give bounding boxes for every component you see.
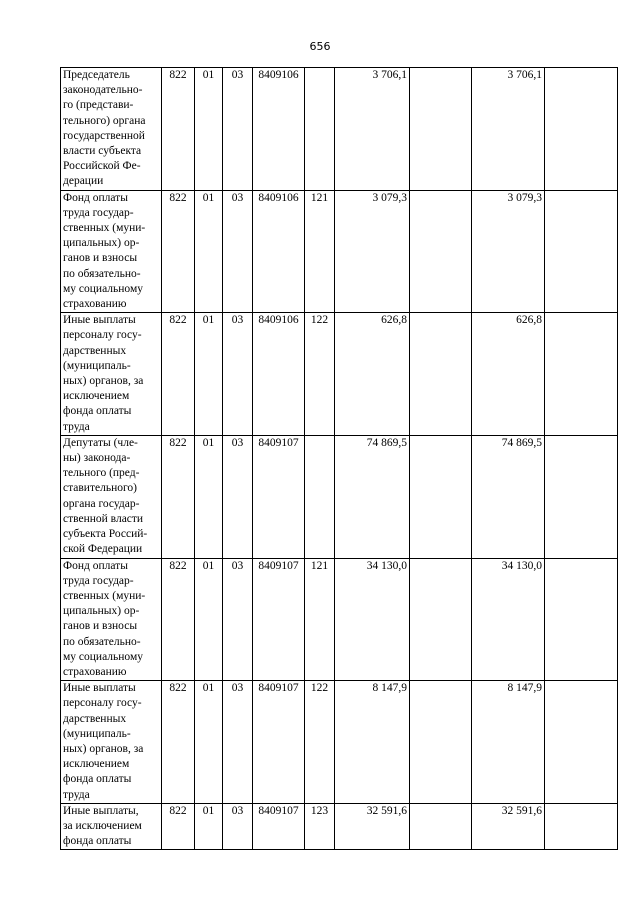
expense-name-line: законодательно- xyxy=(63,84,143,97)
expense-name-line: исключением xyxy=(63,390,130,403)
amount-cell: 74 869,5 xyxy=(472,435,545,558)
target-article-cell: 8409107 xyxy=(253,435,305,558)
expense-name-line: ганов и взносы xyxy=(63,252,138,265)
expense-name-line: Иные выплаты, xyxy=(63,804,139,817)
ministry-code-cell: 822 xyxy=(162,190,195,313)
expense-name-line: Иные выплаты xyxy=(63,682,136,695)
amount-cell xyxy=(410,803,472,850)
target-article-cell: 8409106 xyxy=(253,190,305,313)
expense-name-line: труда государ- xyxy=(63,206,134,219)
expense-name-line: труда xyxy=(63,420,90,433)
amount-cell xyxy=(545,681,618,804)
expense-name-line: дарственных xyxy=(63,712,127,725)
target-article-cell: 8409107 xyxy=(253,803,305,850)
amount-cell: 32 591,6 xyxy=(472,803,545,850)
table-row xyxy=(61,558,618,681)
subsection-code-cell: 03 xyxy=(223,435,253,558)
section-code-cell: 01 xyxy=(195,803,223,850)
ministry-code-cell: 822 xyxy=(162,435,195,558)
expense-name-cell xyxy=(61,313,162,436)
amount-cell xyxy=(410,435,472,558)
amount-cell xyxy=(545,313,618,436)
expense-name-line: ственных (муни- xyxy=(63,589,146,602)
subsection-code-cell: 03 xyxy=(223,803,253,850)
subsection-code-cell: 03 xyxy=(223,558,253,681)
expense-name-line: Иные выплаты xyxy=(63,314,136,327)
table-row xyxy=(61,803,618,850)
ministry-code-cell: 822 xyxy=(162,558,195,681)
ministry-code-cell: 822 xyxy=(162,313,195,436)
amount-cell: 74 869,5 xyxy=(335,435,410,558)
amount-cell xyxy=(410,558,472,681)
expense-type-cell: 121 xyxy=(305,558,335,681)
expense-name-line: Председатель xyxy=(63,69,130,81)
section-code-cell: 01 xyxy=(195,190,223,313)
amount-cell: 34 130,0 xyxy=(472,558,545,681)
expense-name-line: (муниципаль- xyxy=(63,727,131,740)
amount-cell: 3 079,3 xyxy=(335,190,410,313)
amount-cell: 34 130,0 xyxy=(335,558,410,681)
amount-cell: 3 079,3 xyxy=(472,190,545,313)
expense-name-line: ской Федерации xyxy=(63,543,143,556)
expense-name-line: Фонд оплаты xyxy=(63,191,128,204)
expense-name-line: ганов и взносы xyxy=(63,620,138,633)
target-article-cell: 8409106 xyxy=(253,68,305,191)
expense-name-line: за исключением xyxy=(63,819,142,832)
ministry-code-cell: 822 xyxy=(162,681,195,804)
section-code-cell: 01 xyxy=(195,558,223,681)
expense-name-line: Российской Фе- xyxy=(63,160,141,173)
amount-cell xyxy=(410,681,472,804)
expense-name-line: по обязательно- xyxy=(63,635,141,648)
subsection-code-cell: 03 xyxy=(223,68,253,191)
expense-name-line: субъекта Россий- xyxy=(63,528,148,541)
expense-name-line: по обязательно- xyxy=(63,267,141,280)
target-article-cell: 8409107 xyxy=(253,681,305,804)
ministry-code-cell: 822 xyxy=(162,803,195,850)
expense-name-cell xyxy=(61,803,162,850)
amount-cell xyxy=(410,68,472,191)
expense-name-line: го (представи- xyxy=(63,99,134,112)
table-row xyxy=(61,190,618,313)
amount-cell xyxy=(545,190,618,313)
subsection-code-cell: 03 xyxy=(223,313,253,436)
amount-cell xyxy=(545,435,618,558)
amount-cell: 32 591,6 xyxy=(335,803,410,850)
expense-name-line: ственных (муни- xyxy=(63,222,146,235)
amount-cell: 3 706,1 xyxy=(335,68,410,191)
expense-name-cell xyxy=(61,681,162,804)
expense-name-line: Фонд оплаты xyxy=(63,559,128,572)
expense-name-line: ных) органов, за xyxy=(63,375,144,388)
expense-name-line: ципальных) ор- xyxy=(63,237,140,250)
amount-cell xyxy=(410,313,472,436)
section-code-cell: 01 xyxy=(195,313,223,436)
amount-cell: 8 147,9 xyxy=(472,681,545,804)
expense-name-line: дарственных xyxy=(63,344,127,357)
expense-name-line: дерации xyxy=(63,175,104,188)
target-article-cell: 8409107 xyxy=(253,558,305,681)
expense-name-line: ственной власти xyxy=(63,512,144,525)
subsection-code-cell: 03 xyxy=(223,190,253,313)
subsection-code-cell: 03 xyxy=(223,681,253,804)
amount-cell: 8 147,9 xyxy=(335,681,410,804)
page-number: 656 xyxy=(309,40,331,53)
expense-name-line: власти субъекта xyxy=(63,145,142,158)
amount-cell xyxy=(545,558,618,681)
table-row xyxy=(61,68,618,191)
expense-name-line: фонда оплаты xyxy=(63,773,132,786)
expense-type-cell: 122 xyxy=(305,313,335,436)
expense-name-line: исключением xyxy=(63,758,130,771)
expense-name-cell xyxy=(61,190,162,313)
expense-name-line: ных) органов, за xyxy=(63,742,144,755)
amount-cell: 3 706,1 xyxy=(472,68,545,191)
expense-name-line: персоналу госу- xyxy=(63,697,142,710)
expense-name-line: му социальному xyxy=(63,282,143,295)
expense-name-line: фонда оплаты xyxy=(63,405,132,418)
expense-type-cell: 121 xyxy=(305,190,335,313)
expense-name-line: ны) законода- xyxy=(63,452,131,465)
expense-type-cell xyxy=(305,435,335,558)
amount-cell xyxy=(545,68,618,191)
expense-name-line: фонда оплаты xyxy=(63,835,132,848)
amount-cell xyxy=(410,190,472,313)
ministry-code-cell: 822 xyxy=(162,68,195,191)
expense-name-line: му социальному xyxy=(63,650,143,663)
amount-cell xyxy=(545,803,618,850)
expense-type-cell xyxy=(305,68,335,191)
expense-name-line: ставительного) xyxy=(63,482,137,495)
expense-name-cell xyxy=(61,68,162,191)
expense-type-cell: 122 xyxy=(305,681,335,804)
expense-name-line: (муниципаль- xyxy=(63,359,131,372)
expense-name-cell xyxy=(61,435,162,558)
expense-name-line: государственной xyxy=(63,129,145,142)
expense-name-line: труда государ- xyxy=(63,574,134,587)
table-row xyxy=(61,313,618,436)
expense-name-line: тельного (пред- xyxy=(63,467,140,480)
expense-name-line: органа государ- xyxy=(63,497,140,510)
section-code-cell: 01 xyxy=(195,68,223,191)
expense-name-line: труда xyxy=(63,788,90,801)
table-row xyxy=(61,435,618,558)
expense-name-line: персоналу госу- xyxy=(63,329,142,342)
amount-cell: 626,8 xyxy=(335,313,410,436)
section-code-cell: 01 xyxy=(195,435,223,558)
expense-name-line: страхованию xyxy=(63,298,127,311)
budget-table xyxy=(60,67,618,850)
expense-name-line: Депутаты (чле- xyxy=(63,436,138,449)
amount-cell: 626,8 xyxy=(472,313,545,436)
expense-name-cell xyxy=(61,558,162,681)
table-row xyxy=(61,681,618,804)
expense-name-line: страхованию xyxy=(63,665,127,678)
target-article-cell: 8409106 xyxy=(253,313,305,436)
section-code-cell: 01 xyxy=(195,681,223,804)
expense-name-line: ципальных) ор- xyxy=(63,605,140,618)
expense-type-cell: 123 xyxy=(305,803,335,850)
expense-name-line: тельного) органа xyxy=(63,114,146,127)
